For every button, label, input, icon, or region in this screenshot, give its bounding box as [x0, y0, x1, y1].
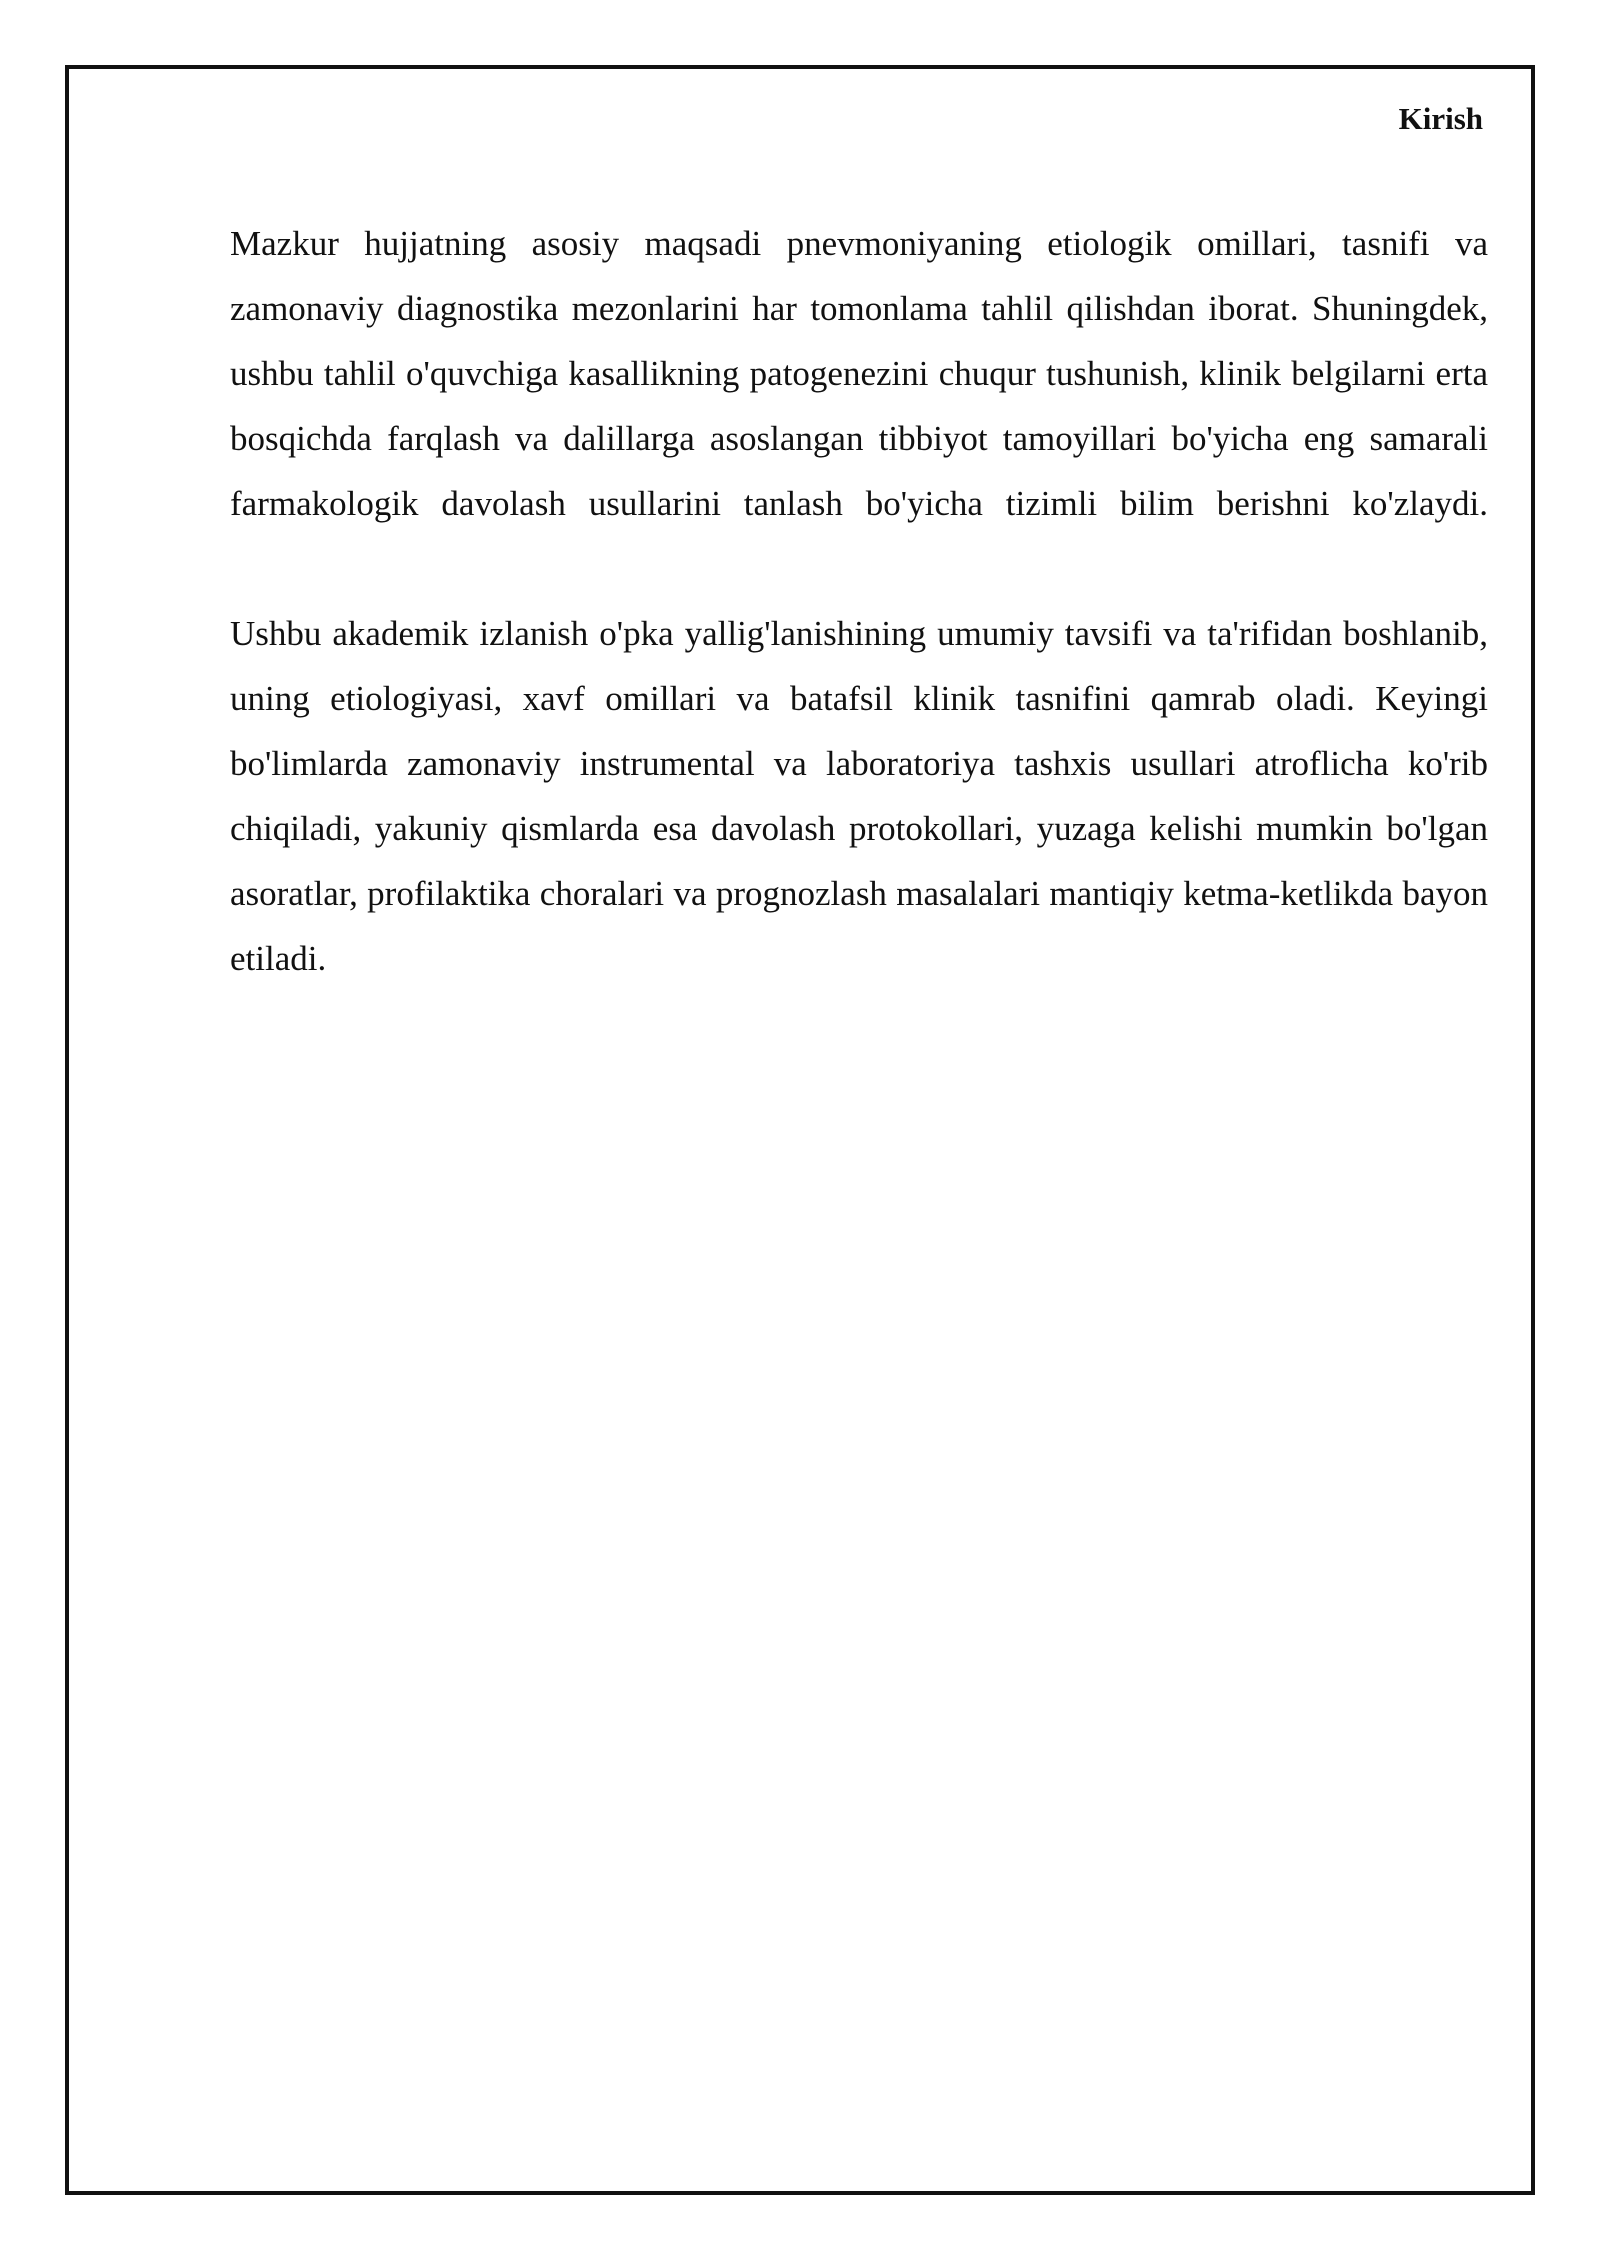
paragraph-overview: Ushbu akademik izlanish o'pka yallig'lanishining umumiy tavsifi va ta'rifidan boshlanib, uning etiologiyasi, xavf omillari va batafsil klinik tasnifini qamrab oladi. Keyingi bo'limlarda zamonaviy instrumental va laboratoriya tashxis usullari atroflicha ko'rib chiqiladi, yakuniy qismlarda esa davolash protokollari, yuzaga kelishi mumkin bo'lgan asoratlar, profilaktika choralari va prognozlash masalalari mantiqiy ketma-ketlikda bayon etiladi. — [230, 614, 1488, 978]
document-body — [230, 211, 1488, 1056]
paragraph-purpose: Mazkur hujjatning asosiy maqsadi pnevmoniyaning etiologik omillari, tasnifi va zamonaviy diagnostika mezonlarini har tomonlama tahlil qilishdan iborat. Shuningdek, ushbu tahlil o'quvchiga kasallikning patogenezini chuqur tushunish, klinik belgilarni erta bosqichda farqlash va dalillarga asoslangan tibbiyot tamoyillari bo'yicha eng samarali farmakologik davolash usullarini tanlash bo'yicha tizimli bilim berishni ko'zlaydi. — [230, 224, 1488, 523]
section-heading: Kirish — [1398, 101, 1483, 136]
page-frame — [65, 65, 1535, 2195]
